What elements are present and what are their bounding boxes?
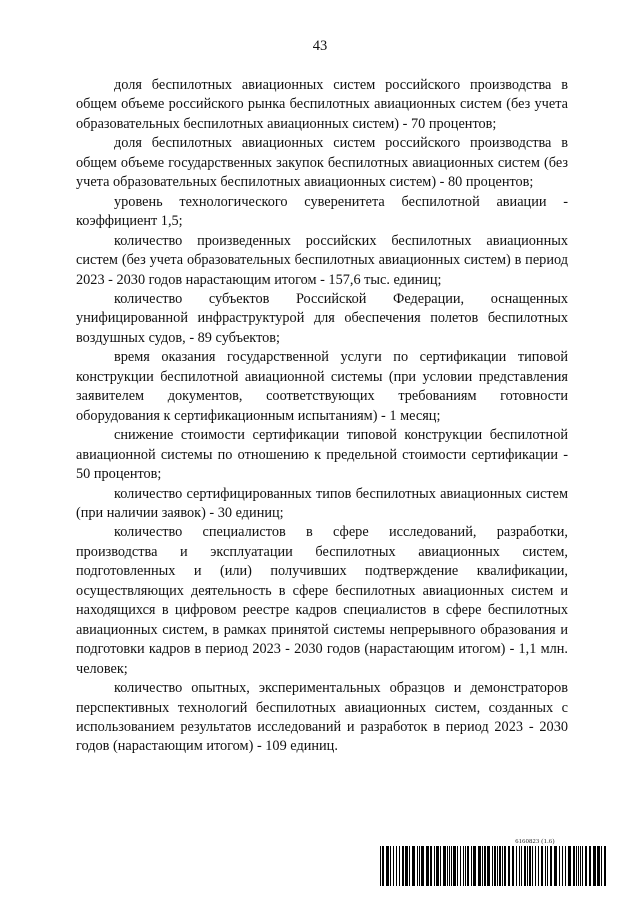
paragraph: доля беспилотных авиационных систем российского производства в общем объеме российского рынка беспилотных авиационных систем (без учета образовательных беспилотных авиационных систем) - 70 процентов;	[76, 77, 568, 132]
paragraph: время оказания государственной услуги по сертификации типовой конструкции беспилотной авиационной системы (при условии представления заявителем документов, соответствующих требованиям готовности оборудования к сертификационным испытаниям) - 1 месяц;	[76, 349, 568, 424]
paragraph: снижение стоимости сертификации типовой конструкции беспилотной авиационной системы по отношению к предельной стоимости сертификации - 50 процентов;	[76, 427, 568, 483]
document-code: 6160823 (1.6)	[515, 838, 555, 845]
barcode-icon	[379, 846, 608, 886]
paragraph: количество опытных, экспериментальных образцов и демонстраторов перспективных технологий беспилотных авиационных систем, созданных с использованием результатов исследований и разработок в период 2023 - 2030 годов (нарастающим итогом) - 109 единиц.	[76, 680, 568, 755]
document-body	[76, 76, 568, 757]
paragraph: количество произведенных российских беспилотных авиационных систем (без учета образовательных беспилотных авиационных систем) в период 2023 - 2030 годов нарастающим итогом - 157,6 тыс. единиц;	[76, 232, 568, 288]
paragraph: количество сертифицированных типов беспилотных авиационных систем (при наличии заявок) - 30 единиц;	[76, 485, 568, 521]
paragraph: уровень технологического суверенитета беспилотной авиации - коэффициент 1,5;	[76, 193, 568, 230]
page-number: 43	[312, 38, 328, 54]
paragraph: доля беспилотных авиационных систем российского производства в общем объеме государственных закупок беспилотных авиационных систем (без учета образовательных беспилотных авиационных систем) - 80 процентов;	[76, 135, 568, 191]
paragraph: количество субъектов Российской Федерации, оснащенных унифицированной инфраструктурой для обеспечения полетов беспилотных воздушных судов, - 89 субъектов;	[76, 290, 568, 346]
paragraph: количество специалистов в сфере исследований, разработки, производства и эксплуатации беспилотных авиационных систем, подготовленных и (или) получивших подтверждение квалификации, осуществляющих деятельность в сфере беспилотных авиационных систем и находящихся в цифровом реестре кадров специалистов в сфере беспилотных авиационных систем, в рамках принятой системы непрерывного образования и подготовки кадров в период 2023 - 2030 годов (нарастающим итогом) - 1,1 млн. человек;	[76, 524, 568, 677]
